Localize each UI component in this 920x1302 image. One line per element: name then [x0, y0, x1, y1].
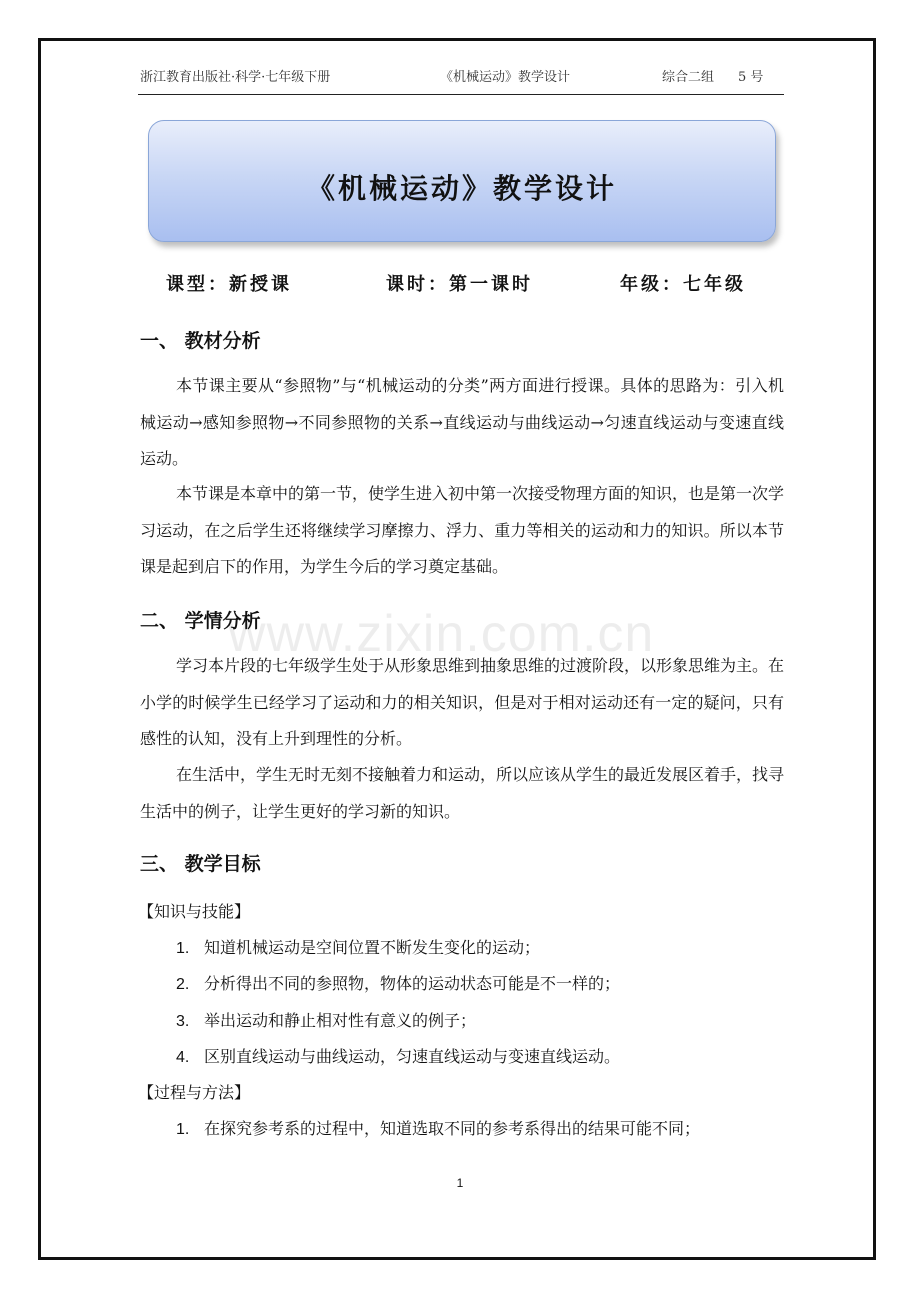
watermark: www.zixin.com.cn — [228, 605, 655, 663]
section-title-goals: 三、 教学目标 — [140, 853, 261, 875]
list-number: 3. — [176, 1013, 190, 1030]
paragraph: 本节课是本章中的第一节，使学生进入初中第一次接受物理方面的知识，也是第一次学习运动，在之后学生还将继续学习摩擦力、浮力、重力等相关的运动和力的知识。所以本节课是起到启下的作用，为学生今后的学习奠定基础。 — [140, 484, 785, 576]
list-number: 1. — [176, 1121, 190, 1138]
list-item — [176, 935, 540, 958]
paragraph: 在生活中，学生无时无刻不接触着力和运动，所以应该从学生的最近发展区着手，找寻生活中的例子，让学生更好的学习新的知识。 — [140, 765, 785, 821]
list-number: 2. — [176, 976, 190, 993]
paragraph: 本节课主要从“参照物”与“机械运动的分类”两方面进行授课。具体的思路为：引入机械运动→感知参照物→不同参照物的关系→直线运动与曲线运动→匀速直线运动与变速直线运动。 — [140, 376, 784, 468]
lesson-type: 课型：新授课 — [166, 274, 292, 295]
header-doc-title: 《机械运动》教学设计 — [440, 70, 571, 85]
header-number: 5 号 — [738, 70, 764, 85]
subheading-process: 【过程与方法】 — [138, 1083, 251, 1102]
header-group: 综合二组 — [662, 70, 715, 85]
paragraph: 学习本片段的七年级学生处于从形象思维到抽象思维的过渡阶段，以形象思维为主。在小学的时候学生已经学习了运动和力的相关知识，但是对于相对运动还有一定的疑问，只有感性的认知，没有上升到理性的分析。 — [140, 656, 785, 748]
section-title-materials: 一、 教材分析 — [140, 330, 261, 352]
list-number: 4. — [176, 1049, 190, 1066]
list-text: 知道机械运动是空间位置不断发生变化的运动； — [204, 938, 541, 957]
page-number: 1 — [456, 1176, 464, 1190]
list-text: 在探究参考系的过程中，知道选取不同的参考系得出的结果可能不同； — [204, 1119, 701, 1138]
list-text: 举出运动和静止相对性有意义的例子； — [204, 1011, 477, 1030]
title-banner — [148, 120, 776, 242]
lesson-period: 课时：第一课时 — [386, 274, 533, 295]
lesson-grade: 年级：七年级 — [620, 274, 746, 295]
list-item — [176, 1008, 476, 1031]
list-item — [176, 971, 620, 994]
list-text: 区别直线运动与曲线运动，匀速直线运动与变速直线运动。 — [204, 1047, 621, 1066]
list-number: 1. — [176, 940, 190, 957]
list-item — [176, 1044, 620, 1067]
header-publisher: 浙江教育出版社·科学·七年级下册 — [140, 70, 331, 85]
section-title-students: 二、 学情分析 — [140, 610, 261, 632]
list-text: 分析得出不同的参照物，物体的运动状态可能是不一样的； — [204, 974, 621, 993]
list-item — [176, 1116, 700, 1139]
document-title: 《机械运动》教学设计 — [306, 172, 617, 205]
subheading-knowledge: 【知识与技能】 — [138, 902, 251, 921]
page-header — [138, 66, 784, 95]
